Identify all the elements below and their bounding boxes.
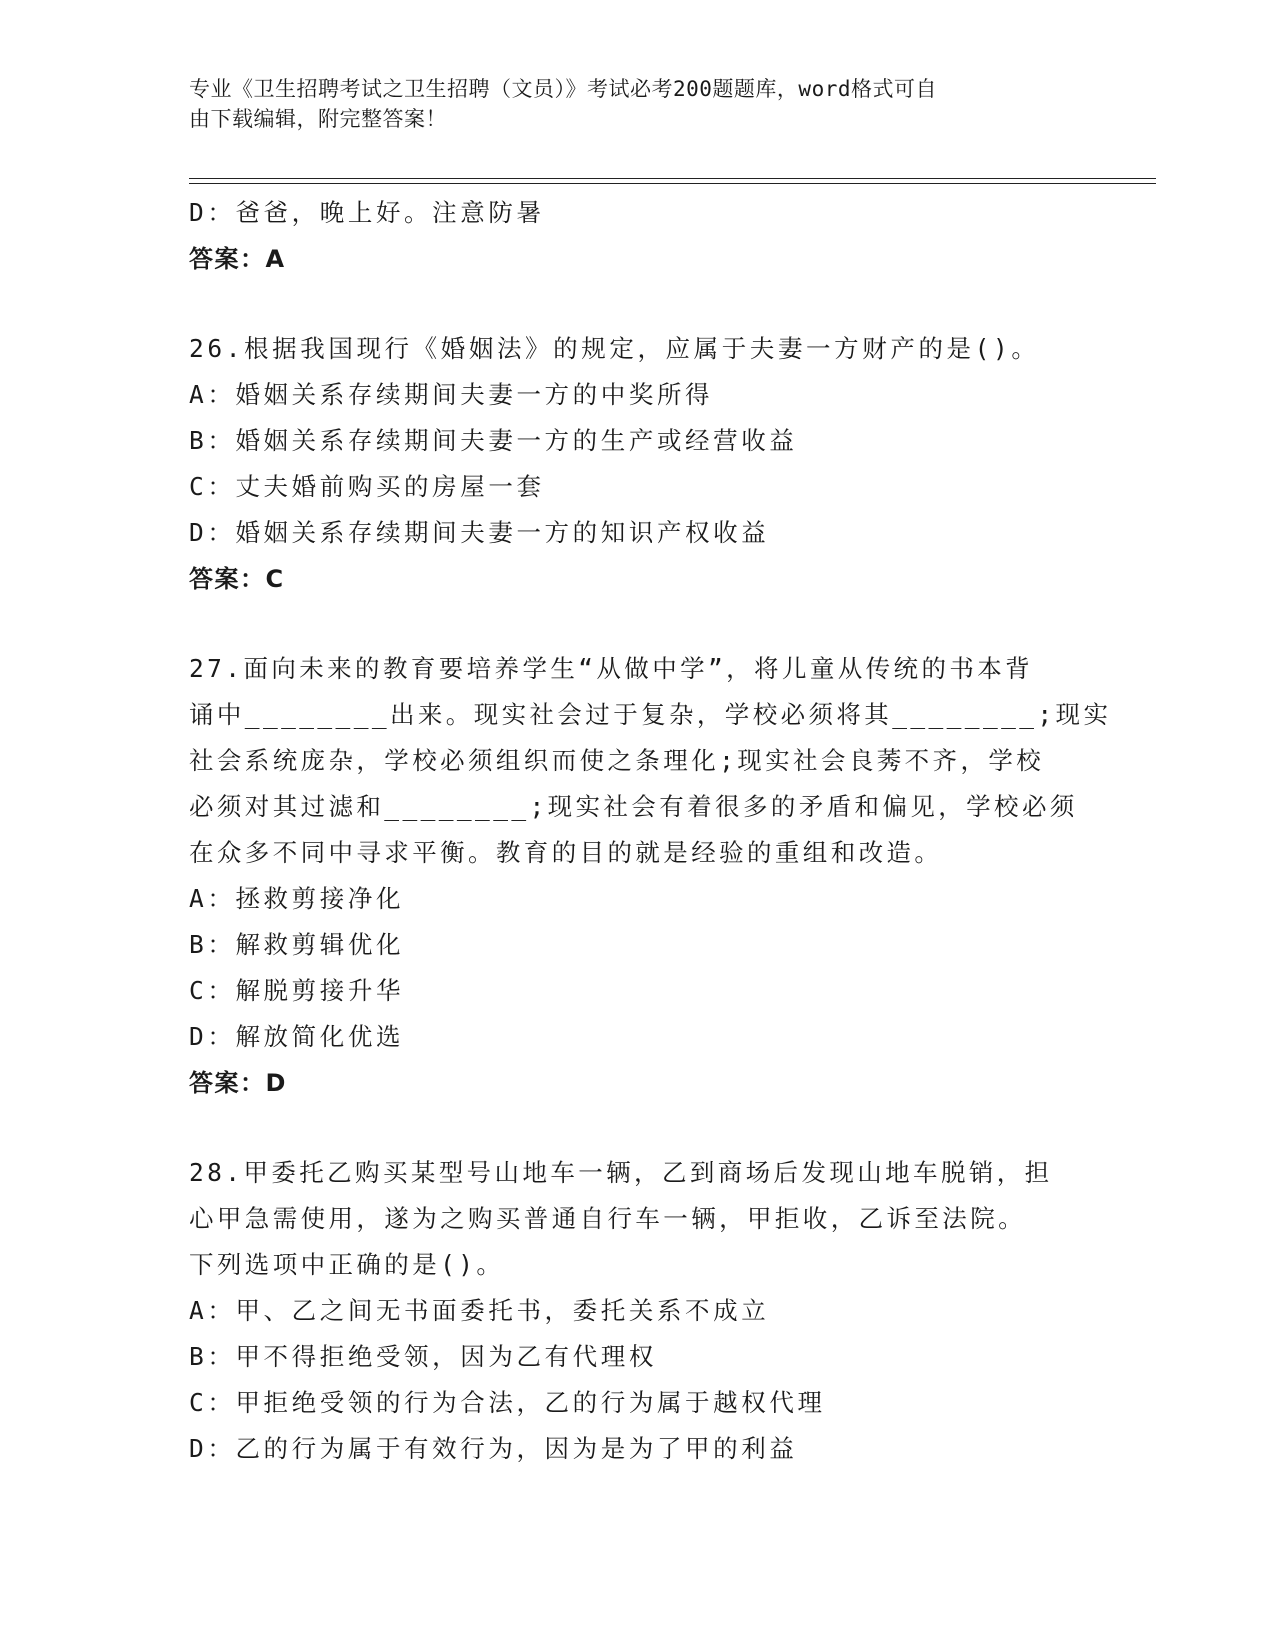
- answer-line: 答案：D: [189, 1069, 287, 1097]
- option-d: D：解放简化优选: [189, 1022, 405, 1051]
- option-d: D：爸爸，晚上好。注意防暑: [189, 198, 545, 227]
- option-a: A：拯救剪接净化: [189, 884, 405, 913]
- question-stem: [189, 1150, 1089, 1288]
- question-26: [189, 326, 1089, 602]
- header-line-1: 专业《卫生招聘考试之卫生招聘（文员）》考试必考200题题库，word格式可自: [189, 77, 937, 101]
- question-stem-line: 下列选项中正确的是()。: [189, 1250, 505, 1279]
- option-b: B：甲不得拒绝受领，因为乙有代理权: [189, 1342, 657, 1371]
- header-divider-top: [189, 178, 1156, 179]
- question-stem-line: 28.甲委托乙购买某型号山地车一辆，乙到商场后发现山地车脱销，担: [189, 1158, 1053, 1187]
- option-b: B：婚姻关系存续期间夫妻一方的生产或经营收益: [189, 426, 798, 455]
- question-spacer: [189, 282, 1089, 326]
- option-b: B：解救剪辑优化: [189, 930, 405, 959]
- question-27: [189, 646, 1112, 1106]
- question-stem-line: 心甲急需使用，遂为之购买普通自行车一辆，甲拒收，乙诉至法院。: [189, 1204, 1026, 1233]
- question-stem-line: 在众多不同中寻求平衡。教育的目的就是经验的重组和改造。: [189, 838, 943, 867]
- question-spacer: [189, 1106, 1089, 1150]
- question-stem: [189, 646, 1112, 876]
- question-stem-line: 社会系统庞杂，学校必须组织而使之条理化;现实社会良莠不齐，学校: [189, 746, 1045, 775]
- question-stem: 26.根据我国现行《婚姻法》的规定，应属于夫妻一方财产的是()。: [189, 334, 1040, 363]
- question-stem-line: 诵中________出来。现实社会过于复杂，学校必须将其________;现实: [189, 700, 1112, 729]
- answer-line: 答案：C: [189, 565, 285, 593]
- answer-line: 答案：A: [189, 245, 286, 273]
- option-a: A：婚姻关系存续期间夫妻一方的中奖所得: [189, 380, 714, 409]
- option-d: D：婚姻关系存续期间夫妻一方的知识产权收益: [189, 518, 770, 547]
- option-a: A：甲、乙之间无书面委托书，委托关系不成立: [189, 1296, 770, 1325]
- previous-question-tail: [189, 190, 1089, 282]
- question-spacer: [189, 602, 1089, 646]
- question-list: [189, 190, 1112, 1472]
- question-stem-line: 必须对其过滤和________;现实社会有着很多的矛盾和偏见，学校必须: [189, 792, 1078, 821]
- option-d: D：乙的行为属于有效行为，因为是为了甲的利益: [189, 1434, 798, 1463]
- option-c: C：甲拒绝受领的行为合法，乙的行为属于越权代理: [189, 1388, 826, 1417]
- question-28: [189, 1150, 1089, 1472]
- question-stem-line: 27.面向未来的教育要培养学生“从做中学”，将儿童从传统的书本背: [189, 654, 1034, 683]
- document-header: [189, 74, 1089, 134]
- option-c: C：丈夫婚前购买的房屋一套: [189, 472, 545, 501]
- header-line-2: 由下载编辑，附完整答案！: [189, 107, 447, 131]
- option-c: C：解脱剪接升华: [189, 976, 405, 1005]
- header-divider-bottom: [189, 183, 1156, 184]
